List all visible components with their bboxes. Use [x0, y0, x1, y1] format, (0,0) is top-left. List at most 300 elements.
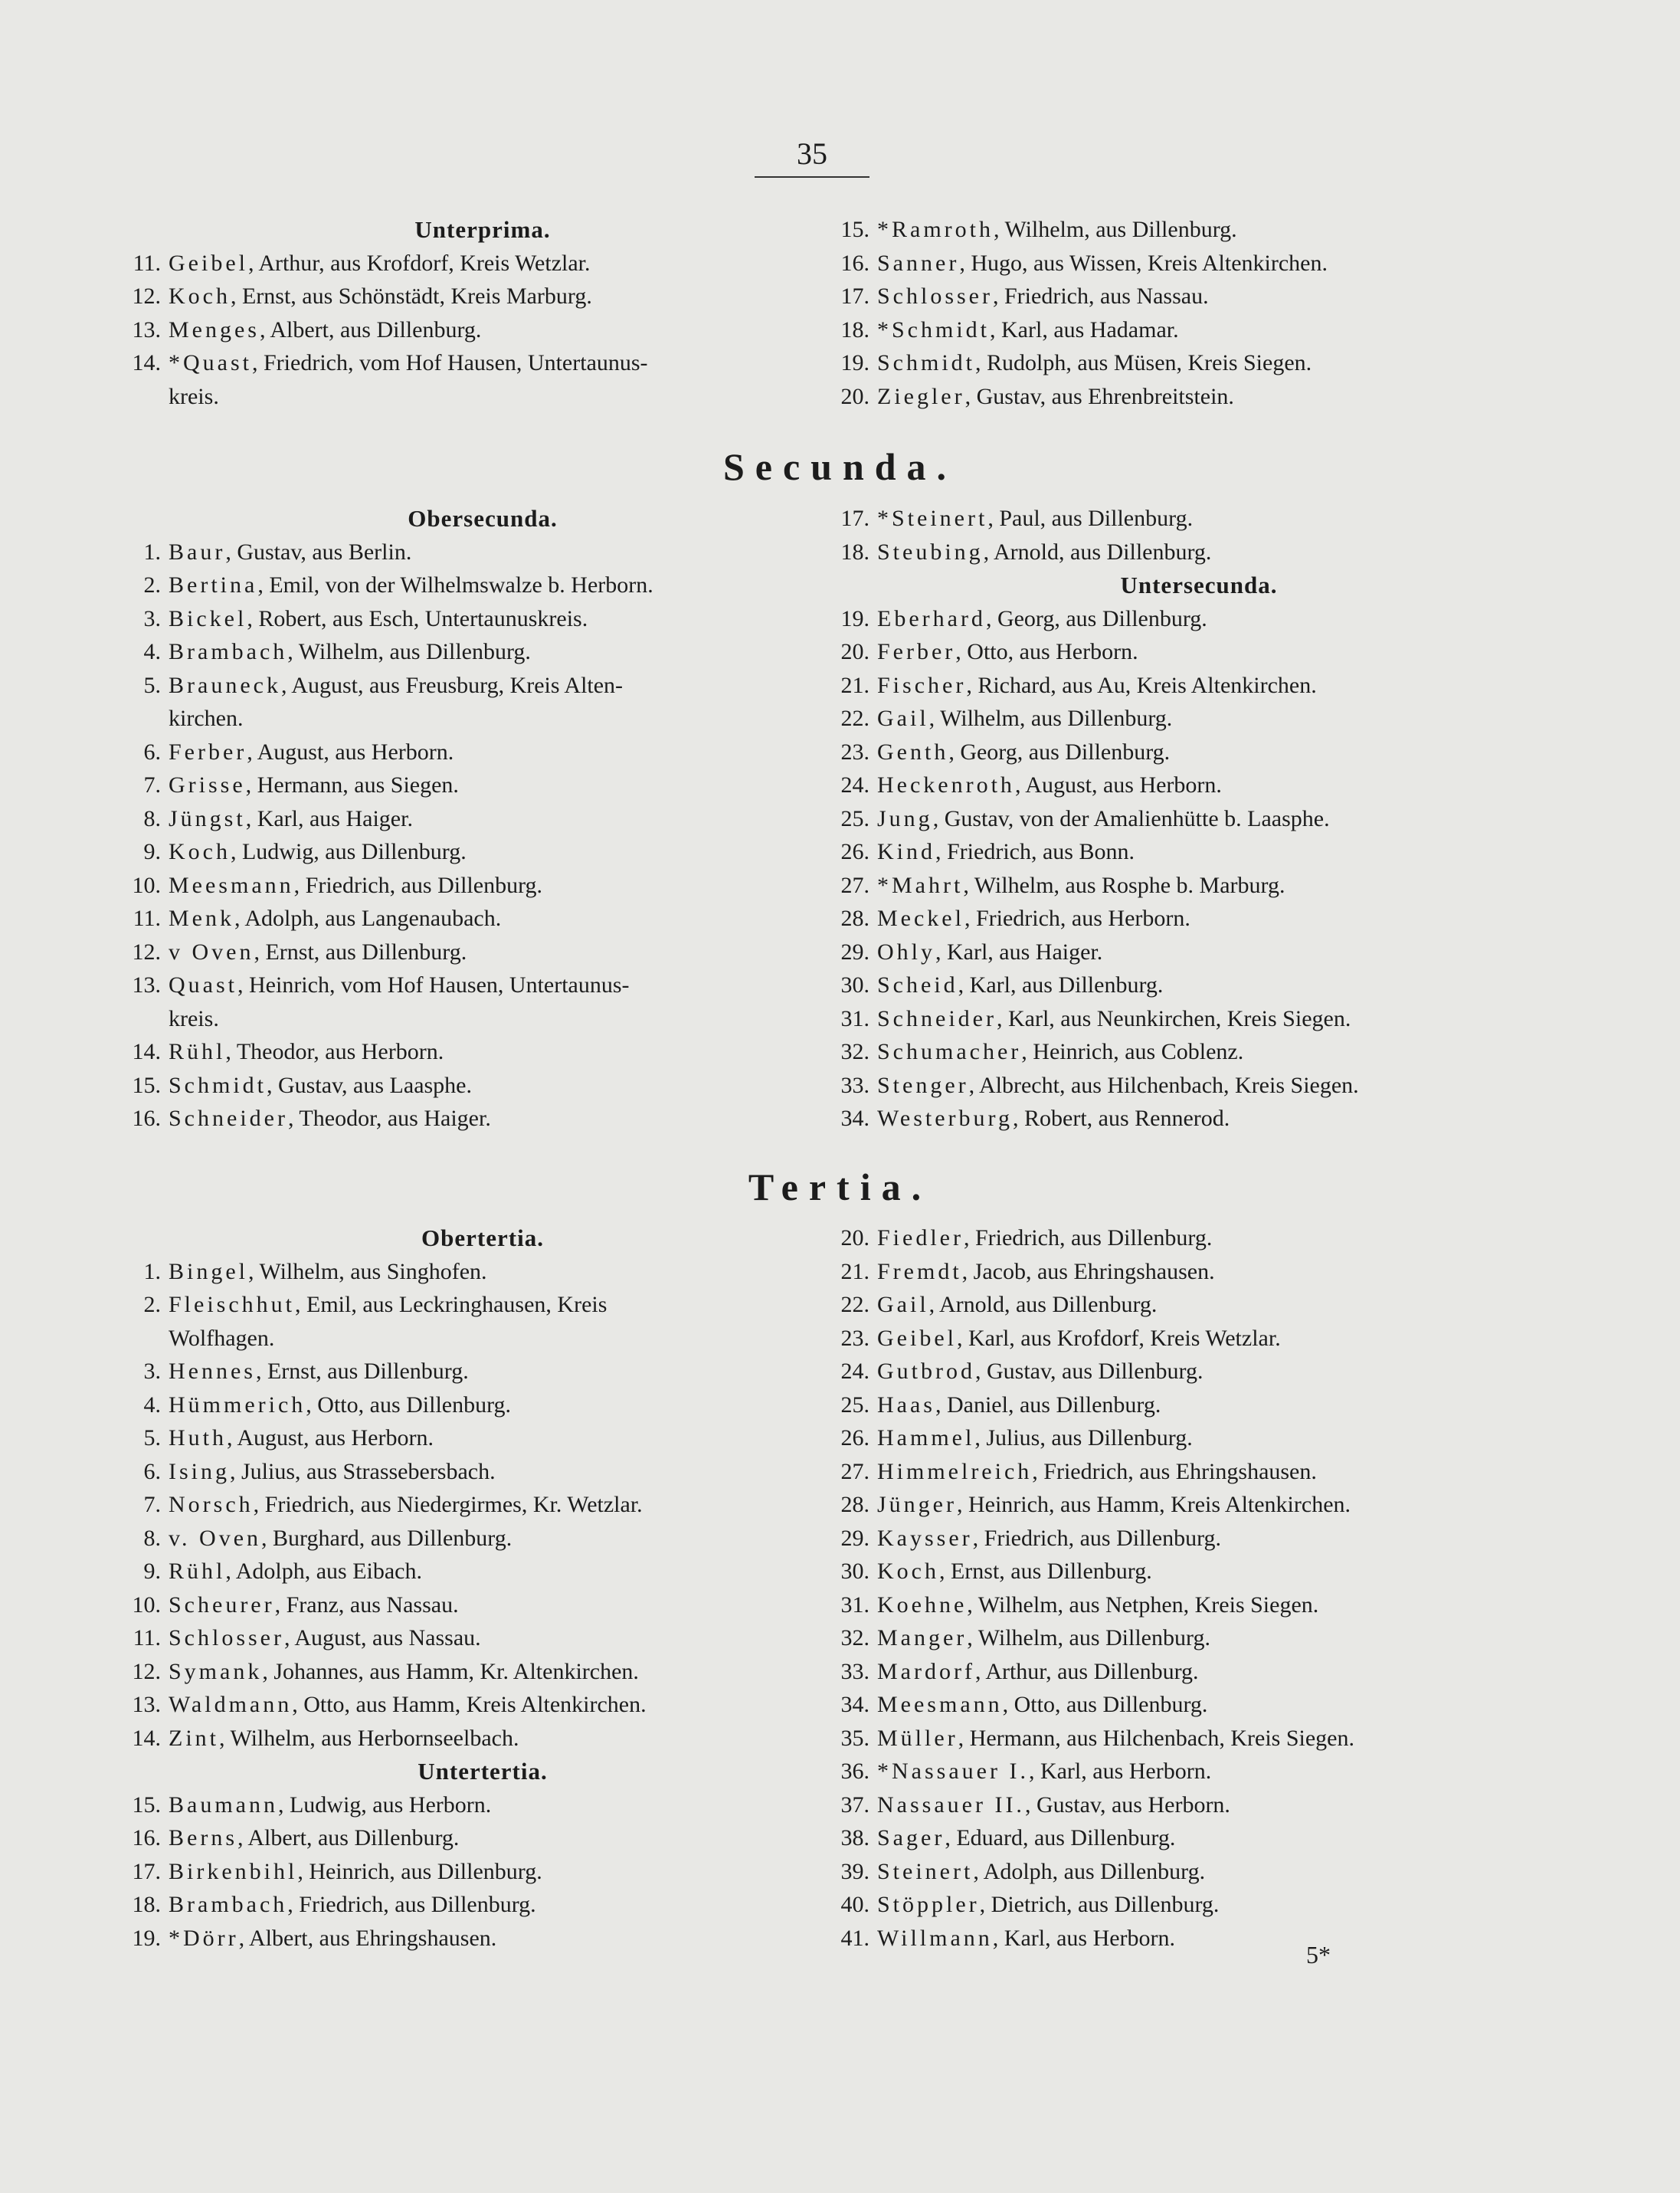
entry-number: 13. — [132, 972, 161, 998]
student-surname: Rühl — [169, 1559, 226, 1584]
entry-number: 13. — [132, 1692, 161, 1717]
entry-text — [877, 1755, 1521, 1788]
student-details: , Otto, aus Hamm, Kreis Altenkirchen. — [292, 1692, 647, 1717]
student-surname: Hennes — [169, 1359, 256, 1384]
entry-number: 6. — [143, 1458, 161, 1484]
entry-number: 10. — [132, 872, 161, 898]
student-entry — [816, 1035, 1521, 1069]
student-details: , Karl, aus Neunkirchen, Kreis Siegen. — [996, 1005, 1351, 1031]
entry-number: 7. — [143, 772, 161, 798]
student-details: , Friedrich, aus Niedergirmes, Kr. Wetzlar. — [253, 1492, 643, 1517]
student-entry — [816, 213, 1521, 247]
entry-text — [877, 1421, 1521, 1455]
entry-text — [877, 1855, 1521, 1889]
entry-text — [877, 1355, 1521, 1388]
student-entry — [816, 1255, 1521, 1289]
entry-number: 33. — [840, 1658, 869, 1684]
student-surname: Gail — [877, 1292, 929, 1317]
student-details: , Gustav, aus Ehrenbreitstein. — [964, 383, 1234, 409]
student-entry — [816, 835, 1521, 869]
entry-text — [877, 213, 1521, 247]
student-entry — [107, 1722, 797, 1755]
entry-number: 18. — [840, 539, 869, 565]
entry-number: 8. — [143, 805, 161, 831]
student-entry — [107, 936, 797, 969]
obertertia-heading: Obertertia. — [421, 1224, 544, 1251]
entry-text — [877, 536, 1521, 569]
student-surname: Genth — [877, 739, 949, 765]
entry-text — [169, 1888, 797, 1922]
student-details: , Gustav, aus Laasphe. — [267, 1072, 472, 1098]
entry-text — [877, 902, 1521, 936]
student-entry — [107, 736, 797, 769]
entry-number: 19. — [132, 1925, 161, 1951]
student-details: , Ludwig, aus Herborn. — [277, 1791, 492, 1818]
entry-text — [169, 802, 797, 836]
entry-number: 36. — [840, 1759, 869, 1784]
student-entry — [107, 769, 797, 802]
student-entry — [816, 1588, 1521, 1622]
entry-number: 18. — [840, 316, 869, 343]
student-details: , Johannes, aus Hamm, Kr. Altenkirchen. — [262, 1658, 639, 1684]
student-entry — [816, 1821, 1521, 1855]
untersecunda-heading: Untersecunda. — [1120, 572, 1278, 598]
entry-text — [169, 869, 797, 903]
student-entry — [816, 1221, 1521, 1255]
student-entry — [816, 313, 1521, 347]
student-entry — [107, 1788, 797, 1822]
student-list — [107, 247, 797, 414]
entry-number: 14. — [132, 1725, 161, 1751]
student-entry — [107, 1522, 797, 1555]
student-entry — [107, 1555, 797, 1588]
student-details: , Jacob, aus Ehringshausen. — [961, 1258, 1215, 1284]
student-details: , Ernst, aus Dillenburg. — [938, 1559, 1152, 1584]
entry-number: 14. — [132, 1039, 161, 1064]
student-details: , Otto, aus Dillenburg. — [306, 1392, 512, 1418]
entry-text — [877, 635, 1521, 669]
student-details: , Wilhelm, aus Dillenburg. — [967, 1625, 1210, 1650]
student-surname: Schneider — [877, 1005, 997, 1031]
student-entry — [816, 1355, 1521, 1388]
student-surname: Nassauer II. — [877, 1791, 1025, 1818]
student-details: , Otto, aus Herborn. — [955, 639, 1138, 664]
entry-number: 24. — [840, 1359, 869, 1384]
student-entry — [816, 902, 1521, 936]
entry-text — [877, 1555, 1521, 1588]
entry-number: 18. — [132, 1892, 161, 1917]
entry-text — [169, 346, 797, 380]
student-surname: Geibel — [877, 1325, 957, 1351]
student-details: , Theodor, aus Herborn. — [225, 1039, 444, 1064]
entry-number: 21. — [840, 672, 869, 698]
student-details: , Rudolph, aus Müsen, Kreis Siegen. — [975, 350, 1312, 375]
student-surname: Hammel — [877, 1425, 975, 1451]
student-details: , Heinrich, aus Coblenz. — [1021, 1039, 1244, 1064]
student-entry — [107, 1388, 797, 1422]
student-surname: Fiedler — [877, 1225, 964, 1251]
entry-text — [169, 1069, 797, 1103]
student-surname: Koch — [169, 839, 231, 864]
entry-text — [877, 936, 1521, 969]
student-details: , Daniel, aus Dillenburg. — [935, 1392, 1161, 1418]
entry-text — [169, 1355, 797, 1388]
entry-text — [169, 1102, 797, 1136]
student-details: , Wilhelm, aus Singhofen. — [248, 1258, 487, 1284]
student-surname: *Nassauer I. — [877, 1759, 1029, 1784]
student-entry — [816, 802, 1521, 836]
entry-text — [877, 502, 1521, 536]
student-details: , Adolph, aus Dillenburg. — [973, 1858, 1206, 1884]
entry-number: 38. — [840, 1825, 869, 1850]
student-entry — [107, 1455, 797, 1489]
student-surname: Eberhard — [877, 605, 986, 631]
student-details: , Arthur, aus Dillenburg. — [974, 1658, 1199, 1684]
entry-text — [169, 1588, 797, 1622]
student-surname: Fleischhut — [169, 1292, 295, 1317]
entry-text — [169, 1522, 797, 1555]
entry-text — [877, 1221, 1521, 1255]
student-surname: Waldmann — [169, 1692, 293, 1717]
student-surname: Gail — [877, 706, 929, 731]
student-entry — [816, 1455, 1521, 1489]
student-details: , August, aus Herborn. — [247, 739, 454, 765]
student-entry — [107, 1655, 797, 1689]
student-details: , Heinrich, vom Hof Hausen, Untertaunus- — [237, 972, 630, 998]
student-details: , Wilhelm, aus Dillenburg. — [994, 217, 1237, 242]
student-surname: Symank — [169, 1658, 263, 1684]
entry-number: 11. — [133, 250, 161, 276]
student-surname: Ziegler — [877, 383, 965, 409]
entry-number: 9. — [143, 1559, 161, 1584]
student-details: , Gustav, von der Amalienhütte b. Laasphe. — [932, 805, 1330, 831]
student-details: , August, aus Herborn. — [227, 1425, 434, 1451]
student-surname: Brauneck — [169, 672, 281, 698]
entry-number: 23. — [840, 1325, 869, 1351]
entry-number: 37. — [840, 1791, 869, 1818]
student-details: , Arnold, aus Dillenburg. — [928, 1292, 1158, 1317]
entry-number: 35. — [840, 1725, 869, 1751]
entry-number: 17. — [840, 506, 869, 531]
entry-number: 23. — [840, 739, 869, 765]
student-surname: Geibel — [169, 250, 248, 276]
student-details: , Burghard, aus Dillenburg. — [261, 1525, 513, 1551]
student-details: , Arnold, aus Dillenburg. — [983, 539, 1212, 565]
student-surname: Müller — [877, 1725, 958, 1751]
student-list — [816, 502, 1521, 569]
student-surname: Rühl — [169, 1039, 226, 1064]
entry-text — [169, 1455, 797, 1489]
student-entry — [107, 569, 797, 602]
entry-text — [169, 1035, 797, 1069]
entry-number: 25. — [840, 805, 869, 831]
student-entry — [107, 1355, 797, 1388]
student-details: , Eduard, aus Dillenburg. — [945, 1825, 1176, 1850]
student-entry — [816, 1922, 1521, 1955]
student-entry — [816, 1488, 1521, 1522]
entry-number: 30. — [840, 972, 869, 998]
student-entry — [816, 736, 1521, 769]
student-surname: Norsch — [169, 1492, 254, 1517]
student-details: , Adolph, aus Langenaubach. — [234, 906, 502, 931]
student-entry — [107, 835, 797, 869]
student-details: , Georg, aus Dillenburg. — [948, 739, 1171, 765]
student-surname: Schlosser — [877, 284, 993, 309]
entry-number: 30. — [840, 1559, 869, 1584]
entry-text — [169, 1255, 797, 1289]
entry-number: 31. — [840, 1591, 869, 1618]
entry-number: 15. — [132, 1072, 161, 1098]
student-surname: Schmidt — [877, 350, 976, 375]
unterprima-right-column — [816, 213, 1521, 413]
student-details: , Robert, aus Esch, Untertaunuskreis. — [247, 605, 588, 631]
student-entry — [816, 1655, 1521, 1689]
student-entry — [107, 1855, 797, 1889]
entry-continuation: kirchen. — [169, 706, 244, 731]
student-details: , Friedrich, aus Dillenburg. — [293, 872, 543, 898]
entry-number: 2. — [143, 1292, 161, 1317]
student-entry — [107, 1588, 797, 1622]
student-surname: *Dörr — [169, 1925, 239, 1951]
student-surname: Willmann — [877, 1925, 993, 1951]
secunda-right-column — [816, 502, 1521, 1136]
entry-text — [877, 313, 1521, 347]
student-surname: Himmelreich — [877, 1458, 1033, 1484]
entry-number: 2. — [143, 572, 161, 598]
entry-text — [169, 1821, 797, 1855]
student-details: , Richard, aus Au, Kreis Altenkirchen. — [966, 672, 1317, 698]
student-details: , Gustav, aus Dillenburg. — [975, 1359, 1204, 1384]
student-details: , Hermann, aus Siegen. — [245, 772, 459, 798]
student-surname: Menk — [169, 906, 234, 931]
student-entry — [816, 346, 1521, 380]
entry-number: 27. — [840, 1458, 869, 1484]
entry-number: 6. — [143, 739, 161, 765]
entry-number: 22. — [840, 706, 869, 731]
student-surname: v. Oven — [169, 1525, 262, 1551]
student-entry — [107, 1888, 797, 1922]
obersecunda-heading: Obersecunda. — [408, 505, 558, 532]
entry-text — [877, 1722, 1521, 1755]
entry-number: 19. — [840, 350, 869, 375]
entry-number: 10. — [132, 1591, 161, 1618]
entry-text — [169, 1555, 797, 1588]
entry-text — [877, 1922, 1521, 1955]
entry-text — [877, 1488, 1521, 1522]
entry-number: 15. — [132, 1791, 161, 1818]
student-surname: Scheid — [877, 972, 958, 998]
student-list — [107, 536, 797, 1136]
student-surname: Fischer — [877, 672, 967, 698]
entry-text — [169, 280, 797, 313]
entry-number: 14. — [132, 350, 161, 375]
entry-number: 28. — [840, 906, 869, 931]
student-entry — [816, 1288, 1521, 1322]
entry-number: 16. — [840, 250, 869, 276]
student-details: , Wilhelm, aus Rosphe b. Marburg. — [963, 872, 1285, 898]
student-entry — [816, 1421, 1521, 1455]
student-details: , Karl, aus Haiger. — [935, 939, 1103, 965]
entry-text — [877, 1288, 1521, 1322]
student-list — [816, 602, 1521, 1136]
student-details: , Friedrich, aus Ehringshausen. — [1032, 1458, 1317, 1484]
student-entry — [816, 536, 1521, 569]
student-details: , Theodor, aus Haiger. — [287, 1106, 491, 1131]
student-details: , Karl, aus Dillenburg. — [958, 972, 1164, 998]
student-entry — [816, 1755, 1521, 1788]
student-details: , Emil, von der Wilhelmswalze b. Herborn. — [257, 572, 653, 598]
student-entry — [107, 313, 797, 347]
entry-text — [877, 1621, 1521, 1655]
entry-text — [169, 736, 797, 769]
student-entry — [107, 346, 797, 380]
entry-text — [877, 1002, 1521, 1036]
entry-number: 3. — [143, 605, 161, 631]
entry-text — [877, 1788, 1521, 1822]
student-surname: Stöppler — [877, 1892, 980, 1917]
entry-number: 5. — [143, 672, 161, 698]
student-details: , Karl, aus Krofdorf, Kreis Wetzlar. — [956, 1325, 1281, 1351]
student-details: , Friedrich, vom Hof Hausen, Untertaunus- — [252, 350, 648, 375]
student-surname: Ferber — [877, 639, 956, 664]
entry-number: 15. — [840, 217, 869, 242]
entry-text — [877, 1821, 1521, 1855]
secunda-heading: Secunda. — [722, 445, 958, 488]
student-details: , Heinrich, aus Hamm, Kreis Altenkirchen. — [956, 1492, 1351, 1517]
entry-text — [877, 702, 1521, 736]
student-surname: Jung — [877, 805, 933, 831]
entry-text — [877, 835, 1521, 869]
entry-text — [877, 1888, 1521, 1922]
entry-text — [877, 346, 1521, 380]
entry-text — [877, 869, 1521, 903]
entry-number: 26. — [840, 1425, 869, 1451]
student-entry — [107, 1688, 797, 1722]
student-details: , Julius, aus Dillenburg. — [974, 1425, 1193, 1451]
entry-text — [877, 1522, 1521, 1555]
student-details: , Arthur, aus Krofdorf, Kreis Wetzlar. — [247, 250, 591, 276]
secunda-left-column — [107, 502, 797, 1136]
student-details: , Karl, aus Hadamar. — [990, 316, 1179, 343]
student-surname: Jünger — [877, 1492, 957, 1517]
student-entry — [107, 869, 797, 903]
student-entry — [107, 635, 797, 669]
entry-number: 32. — [840, 1625, 869, 1650]
entry-text — [169, 1421, 797, 1455]
student-entry — [107, 1288, 797, 1322]
student-details: , Wilhelm, aus Netphen, Kreis Siegen. — [967, 1591, 1319, 1618]
entry-number: 29. — [840, 1525, 869, 1551]
student-entry — [816, 635, 1521, 669]
entry-text — [877, 380, 1521, 414]
entry-number: 39. — [840, 1858, 869, 1884]
student-surname: Ising — [169, 1458, 230, 1484]
entry-number: 8. — [143, 1525, 161, 1551]
entry-text — [877, 1255, 1521, 1289]
student-surname: Zint — [169, 1725, 219, 1751]
student-details: , Hermann, aus Hilchenbach, Kreis Siegen. — [958, 1725, 1354, 1751]
student-surname: Steinert — [877, 1858, 974, 1884]
entry-number: 34. — [840, 1692, 869, 1717]
student-details: , August, aus Herborn. — [1014, 772, 1222, 798]
entry-continuation: kreis. — [169, 383, 219, 409]
student-surname: Manger — [877, 1625, 968, 1650]
entry-number: 20. — [840, 383, 869, 409]
student-surname: Quast — [169, 972, 237, 998]
student-details: , Hugo, aus Wissen, Kreis Altenkirchen. — [959, 250, 1328, 276]
entry-text — [169, 635, 797, 669]
student-details: , Karl, aus Herborn. — [1028, 1759, 1212, 1784]
student-entry — [816, 1555, 1521, 1588]
student-surname: Haas — [877, 1392, 935, 1418]
student-details: , Wilhelm, aus Dillenburg. — [287, 639, 531, 664]
student-entry — [107, 1069, 797, 1103]
student-details: , August, aus Nassau. — [284, 1625, 481, 1650]
student-entry — [816, 769, 1521, 802]
entry-number: 4. — [143, 1392, 161, 1418]
signature-mark: 5* — [1306, 1941, 1331, 1968]
entry-number: 16. — [132, 1106, 161, 1131]
student-surname: v Oven — [169, 939, 254, 965]
entry-text — [877, 1655, 1521, 1689]
entry-text — [877, 1688, 1521, 1722]
entry-number: 13. — [132, 316, 161, 343]
student-entry — [107, 1922, 797, 1955]
student-surname: Schlosser — [169, 1625, 284, 1650]
entry-text — [877, 802, 1521, 836]
student-details: , Albert, aus Dillenburg. — [259, 316, 482, 343]
entry-number: 27. — [840, 872, 869, 898]
student-surname: Koch — [877, 1559, 939, 1584]
student-surname: Gutbrod — [877, 1359, 975, 1384]
entry-number: 25. — [840, 1392, 869, 1418]
entry-text — [877, 280, 1521, 313]
entry-text — [877, 736, 1521, 769]
student-surname: Kaysser — [877, 1525, 973, 1551]
student-details: , August, aus Freusburg, Kreis Alten- — [280, 672, 624, 698]
student-entry — [816, 1102, 1521, 1136]
entry-number: 1. — [143, 1258, 161, 1284]
entry-text — [169, 969, 797, 1002]
entry-number: 20. — [840, 639, 869, 664]
entry-text — [169, 1655, 797, 1689]
student-entry — [107, 247, 797, 280]
student-surname: *Quast — [169, 350, 252, 375]
student-surname: Hümmerich — [169, 1392, 306, 1418]
student-surname: Ohly — [877, 939, 935, 965]
unterprima-left-column — [107, 213, 797, 413]
entry-text — [169, 313, 797, 347]
student-surname: Baumann — [169, 1791, 278, 1818]
entry-text — [169, 769, 797, 802]
entry-number: 31. — [840, 1005, 869, 1031]
student-details: , Albrecht, aus Hilchenbach, Kreis Siegen. — [968, 1072, 1359, 1098]
entry-number: 17. — [840, 284, 869, 309]
student-details: , Ernst, aus Schönstädt, Kreis Marburg. — [230, 284, 592, 309]
student-entry — [816, 1002, 1521, 1036]
student-details: , Albert, aus Dillenburg. — [237, 1825, 460, 1850]
student-surname: Kind — [877, 839, 935, 864]
student-surname: Bickel — [169, 605, 247, 631]
student-surname: Bingel — [169, 1258, 248, 1284]
entry-text — [169, 569, 797, 602]
entry-text — [169, 835, 797, 869]
student-entry — [816, 1722, 1521, 1755]
student-surname: Sanner — [877, 250, 960, 276]
entry-text — [169, 1922, 797, 1955]
student-surname: Menges — [169, 316, 260, 343]
student-details: , Julius, aus Strassebersbach. — [230, 1458, 496, 1484]
